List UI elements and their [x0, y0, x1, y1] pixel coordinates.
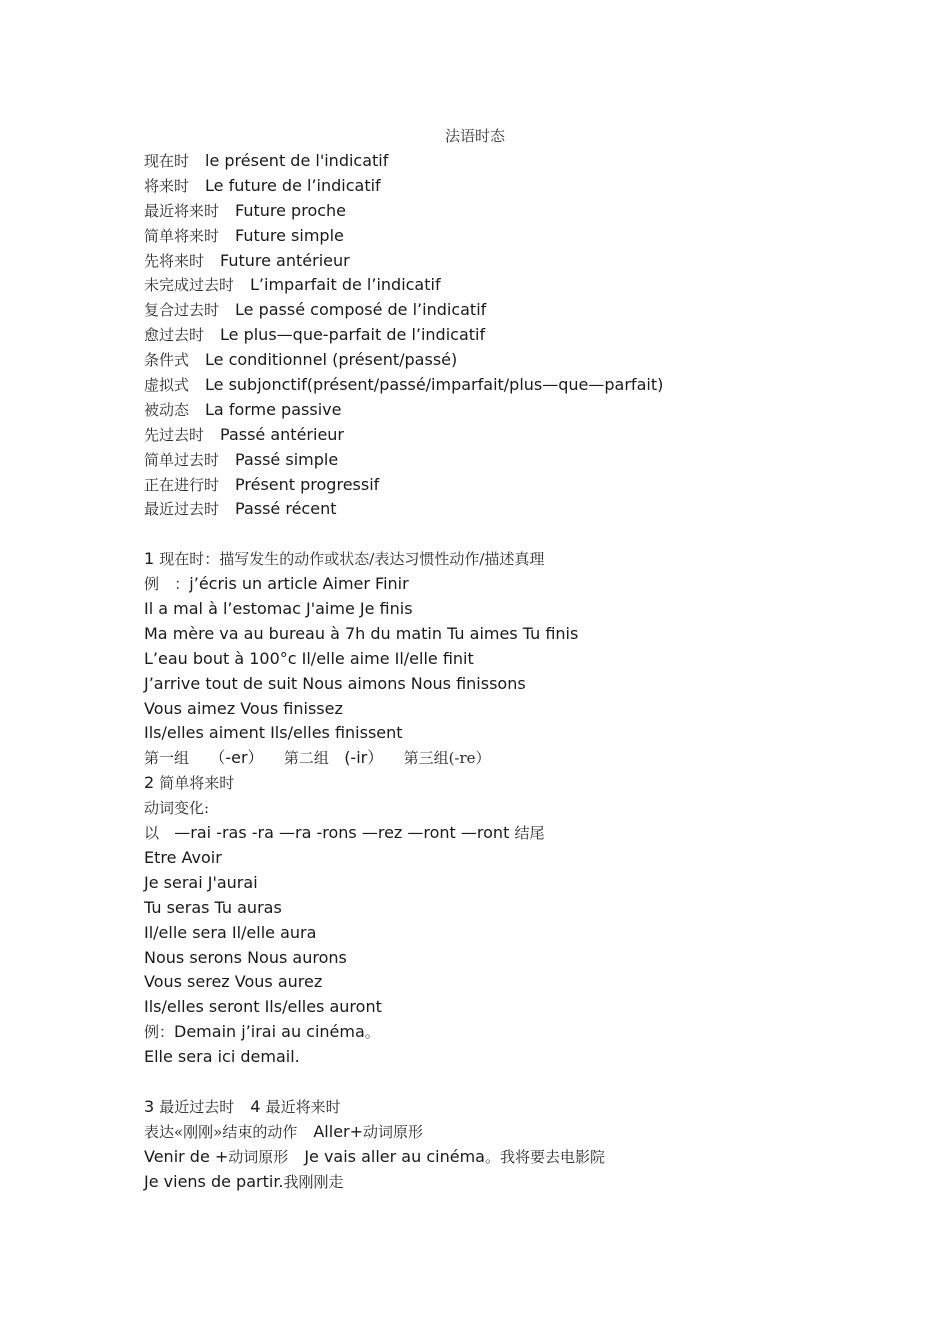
text-line: Il a mal à l’estomac J'aime Je finis [144, 599, 413, 619]
example-line: 例：Demain j’irai au cinéma。 [144, 1022, 380, 1042]
tense-row: 复合过去时 Le passé composé de l’indicatif [144, 300, 487, 320]
tense-list [144, 149, 864, 522]
document-title: 法语时态 [444, 127, 505, 145]
tense-row: 最近将来时 Future proche [144, 200, 347, 220]
spacer [144, 522, 864, 547]
tense-row: 简单过去时 Passé simple [144, 449, 339, 469]
text-line: Vous aimez Vous finissez [144, 698, 343, 718]
text-line: Etre Avoir [144, 847, 222, 867]
tense-row: 先过去时 Passé antérieur [144, 424, 344, 444]
text-line: Ma mère va au bureau à 7h du matin Tu aimes Tu finis [144, 623, 579, 643]
tense-row: 将来时 Le future de l’indicatif [144, 175, 381, 195]
endings-line: 以 —rai -ras -ra —ra -rons —rez —ront —ront 结尾 [144, 823, 545, 843]
text-line: Ils/elles seront Ils/elles auront [144, 997, 382, 1017]
text-line: Elle sera ici demail. [144, 1047, 300, 1067]
tense-row: 先将来时 Future antérieur [144, 250, 350, 270]
text-line: Venir de +动词原形 Je vais aller au cinéma。我将要去电影院 [144, 1146, 605, 1166]
text-line: 表达«刚刚»结束的动作 Aller+动词原形 [144, 1121, 424, 1141]
text-line: Je viens de partir.我刚刚走 [144, 1171, 344, 1191]
text-line: Tu seras Tu auras [144, 897, 282, 917]
tense-row: 被动态 La forme passive [144, 399, 342, 419]
section-future-simple [144, 771, 864, 1070]
text-line: Je serai J'aurai [144, 872, 258, 892]
text-line: Ils/elles aiment Ils/elles finissent [144, 723, 403, 743]
example-line: 例 ：j’écris un article Aimer Finir [144, 574, 409, 594]
tense-row: 正在进行时 Présent progressif [144, 474, 380, 494]
text-line: Il/elle sera Il/elle aura [144, 922, 317, 942]
section-heading: 1 现在时：描写发生的动作或状态/表达习惯性动作/描述真理 [144, 549, 545, 569]
tense-row: 现在时 le présent de l'indicatif [144, 151, 389, 170]
tense-row: 条件式 Le conditionnel (présent/passé) [144, 350, 458, 370]
text-line: Vous serez Vous aurez [144, 972, 323, 992]
text-line: J’arrive tout de suit Nous aimons Nous finissons [144, 673, 526, 693]
tense-row: 简单将来时 Future simple [144, 225, 344, 245]
section-present [144, 547, 864, 771]
tense-row: 愈过去时 Le plus—que-parfait de l’indicatif [144, 325, 486, 345]
tense-row: 虚拟式 Le subjonctif(présent/passé/imparfait/plus—que—parfait) [144, 375, 664, 395]
spacer [144, 1070, 864, 1095]
text-line: Nous serons Nous aurons [144, 947, 347, 967]
section-heading: 3 最近过去时 4 最近将来时 [144, 1096, 341, 1116]
tense-row: 最近过去时 Passé récent [144, 499, 337, 519]
verb-groups-line: 第一组 （-er） 第二组 (-ir） 第三组(-re） [144, 748, 491, 768]
section-heading: 2 简单将来时 [144, 773, 235, 793]
section-recent-past-near-future [144, 1095, 864, 1195]
text-line: 动词变化: [144, 799, 210, 818]
tense-row: 未完成过去时 L’imparfait de l’indicatif [144, 275, 441, 295]
text-line: L’eau bout à 100°c Il/elle aime Il/elle finit [144, 648, 474, 668]
document-body [144, 149, 864, 1194]
